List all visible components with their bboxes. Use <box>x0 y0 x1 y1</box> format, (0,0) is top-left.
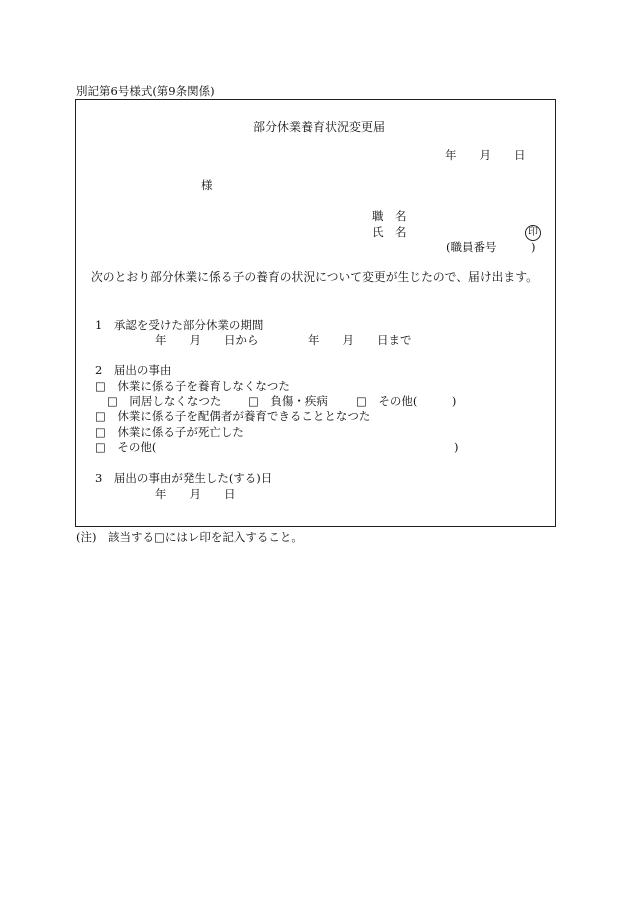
section3-heading: 3 届出の事由が発生した(する)日 <box>95 471 273 485</box>
form-label: 別記第6号様式(第9条関係) <box>76 84 215 98</box>
name-label: 氏 名 <box>372 225 407 239</box>
period-from: 年 月 日から <box>155 333 259 347</box>
reason-item-4: □ その他( <box>95 440 157 454</box>
period-to: 年 月 日まで <box>308 333 412 347</box>
reason-sub-c: □ その他( ) <box>356 394 457 408</box>
employee-number: (職員番号 ) <box>446 240 536 254</box>
form-title: 部分休業養育状況変更届 <box>253 120 386 134</box>
section1-heading: 1 承認を受けた部分休業の期間 <box>95 318 264 332</box>
seal-mark <box>525 225 541 241</box>
reason-sub-b: □ 負傷・疾病 <box>248 394 328 408</box>
reason-item-2: □ 休業に係る子を配偶者が養育できることとなつた <box>95 409 371 423</box>
form-box <box>75 99 556 527</box>
occurrence-date: 年 月 日 <box>155 487 236 501</box>
date-line: 年 月 日 <box>445 148 526 162</box>
position-label: 職 名 <box>372 209 407 223</box>
addressee-suffix: 様 <box>201 178 213 192</box>
reason-sub-a: □ 同居しなくなつた <box>107 394 222 408</box>
reason-item-1: □ 休業に係る子を養育しなくなつた <box>95 379 290 393</box>
reason-item-3: □ 休業に係る子が死亡した <box>95 425 244 439</box>
section2-heading: 2 届出の事由 <box>95 363 172 377</box>
reason-item-4-close: ) <box>454 440 459 454</box>
footnote: (注) 該当する□にはレ印を記入すること。 <box>76 530 303 544</box>
intro-text: 次のとおり部分休業に係る子の養育の状況について変更が生じたので、届け出ます。 <box>91 270 538 284</box>
seal-icon: 印 <box>525 225 541 241</box>
